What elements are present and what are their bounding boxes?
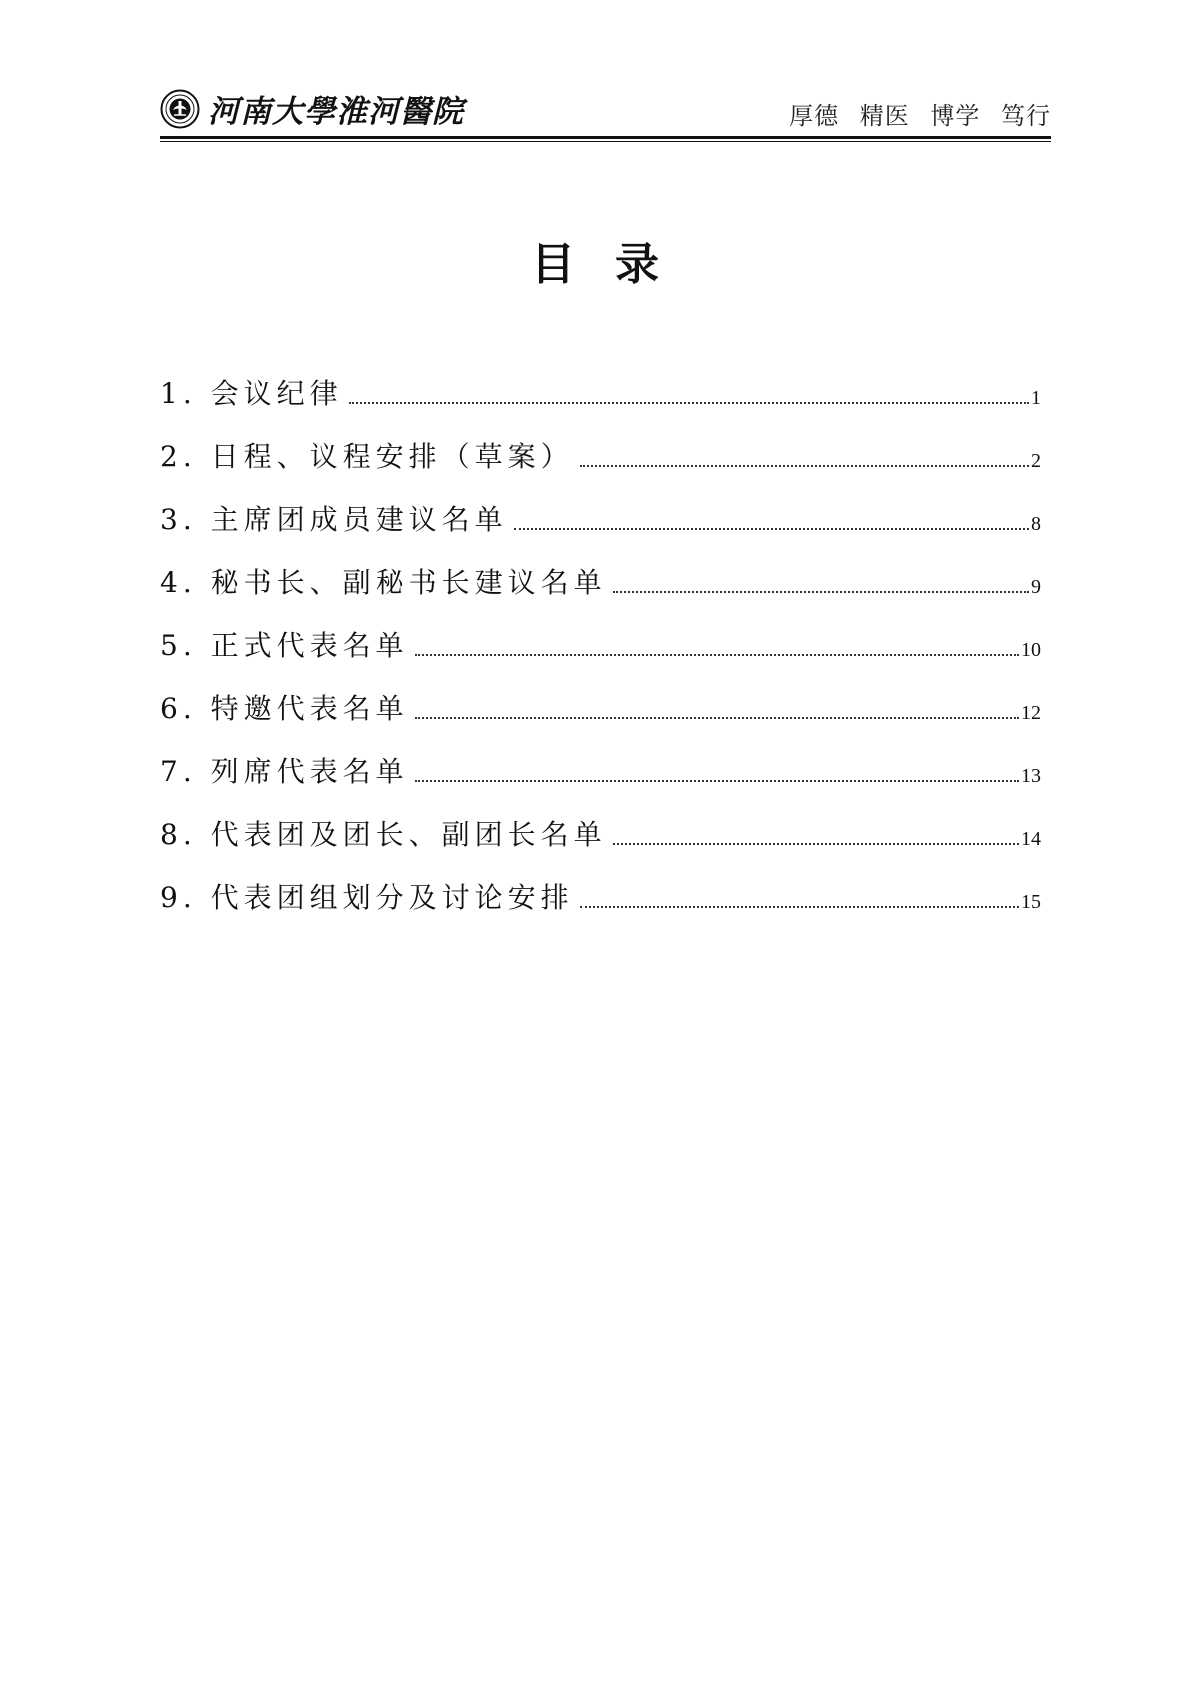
toc-entry[interactable] xyxy=(160,788,1041,851)
toc-dot-leader xyxy=(415,780,1019,782)
toc-entry[interactable] xyxy=(160,536,1041,599)
toc-entry[interactable] xyxy=(160,725,1041,788)
toc-dot-leader xyxy=(415,717,1019,719)
toc-entry-page: 9 xyxy=(1031,576,1041,598)
toc-entry[interactable] xyxy=(160,851,1041,914)
toc-entry[interactable] xyxy=(160,599,1041,662)
toc-dot-leader xyxy=(580,906,1019,908)
page-title: 目录 xyxy=(531,239,699,290)
toc-entry-page: 8 xyxy=(1031,513,1041,535)
toc-entry[interactable] xyxy=(160,347,1041,410)
toc-entry-label: 7. 列席代表名单 xyxy=(160,755,409,788)
toc-dot-leader xyxy=(514,528,1029,530)
toc-entry-page: 14 xyxy=(1021,828,1041,850)
toc-dot-leader xyxy=(613,843,1019,845)
toc-dot-leader xyxy=(349,402,1029,404)
header-rule-thick xyxy=(160,136,1051,139)
toc-dot-leader xyxy=(580,465,1029,467)
toc-entry-label: 6. 特邀代表名单 xyxy=(160,692,409,725)
hospital-seal-icon xyxy=(160,89,200,129)
hospital-logo xyxy=(160,86,464,131)
toc-entry-label: 1. 会议纪律 xyxy=(160,377,343,410)
hospital-motto xyxy=(777,96,1051,131)
toc-entry-label: 4. 秘书长、副秘书长建议名单 xyxy=(160,566,607,599)
toc-entry[interactable] xyxy=(160,473,1041,536)
toc-entry-label: 3. 主席团成员建议名单 xyxy=(160,503,508,536)
motto-word: 厚德 xyxy=(789,102,840,130)
toc-dot-leader xyxy=(415,654,1019,656)
toc-dot-leader xyxy=(613,591,1029,593)
toc-entry-page: 13 xyxy=(1021,765,1041,787)
toc-entry-page: 2 xyxy=(1031,450,1041,472)
toc-entry[interactable] xyxy=(160,662,1041,725)
motto-word: 笃行 xyxy=(1001,102,1051,130)
toc-entry-label: 9. 代表团组划分及讨论安排 xyxy=(160,881,574,914)
toc-entry-page: 1 xyxy=(1031,387,1041,409)
toc-entry[interactable] xyxy=(160,410,1041,473)
toc-entry-page: 10 xyxy=(1021,639,1041,661)
toc-entry-label: 2. 日程、议程安排（草案） xyxy=(160,440,574,473)
toc-entry-label: 5. 正式代表名单 xyxy=(160,629,409,662)
motto-word: 精医 xyxy=(859,102,910,130)
page-header xyxy=(160,78,1051,136)
header-rule-thin xyxy=(160,141,1051,142)
toc-entry-page: 15 xyxy=(1021,891,1041,913)
toc-entry-page: 12 xyxy=(1021,702,1041,724)
toc-entry-label: 8. 代表团及团长、副团长名单 xyxy=(160,818,607,851)
table-of-contents xyxy=(160,347,1041,914)
motto-word: 博学 xyxy=(930,102,981,130)
hospital-name: 河南大學淮河醫院 xyxy=(208,94,464,130)
